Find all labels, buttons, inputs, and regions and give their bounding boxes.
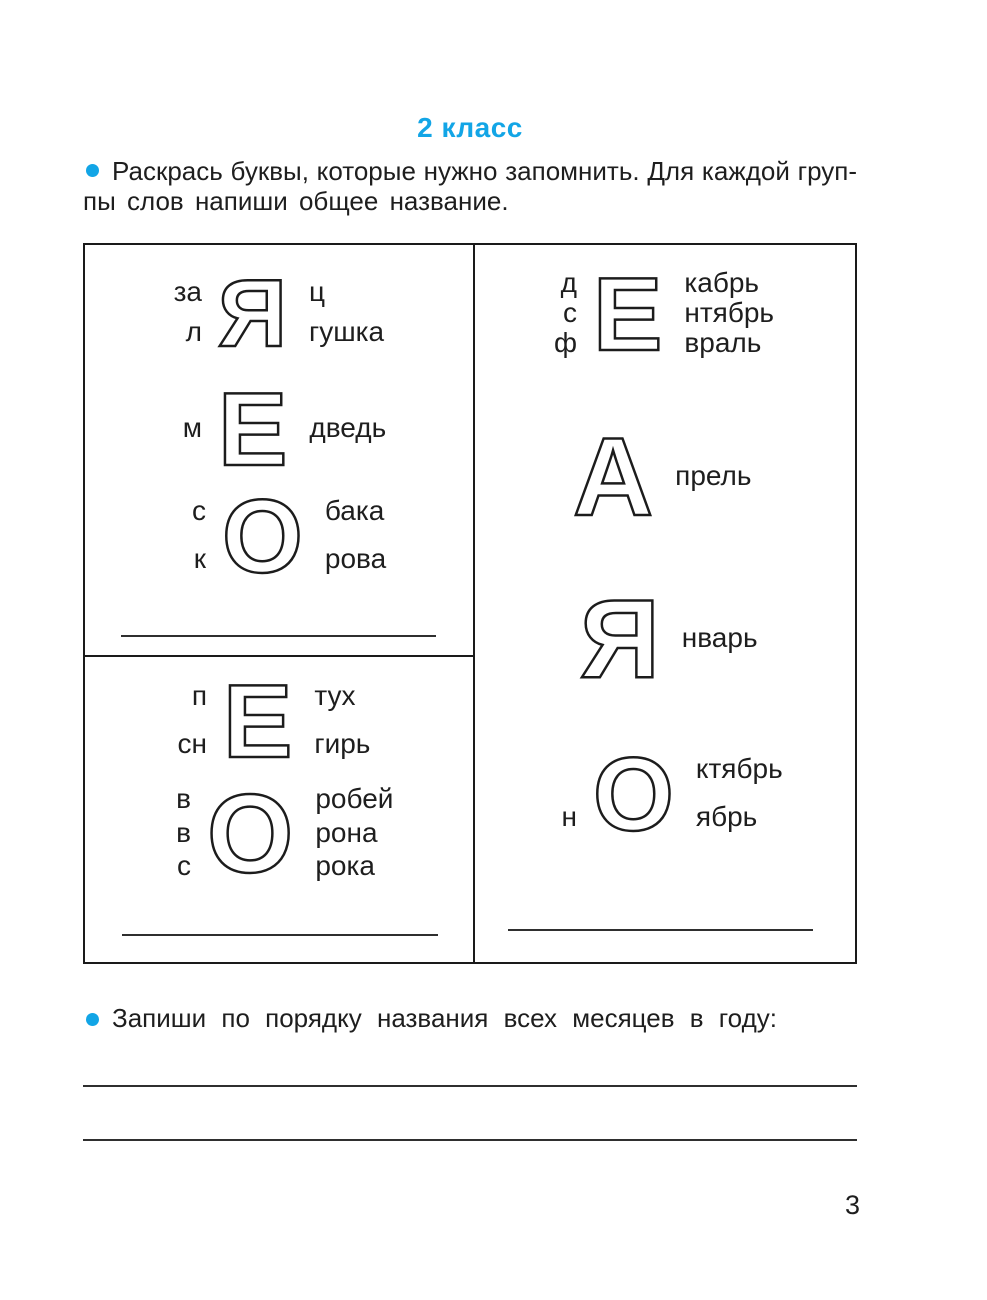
word-prefixes [146,378,202,482]
big-letter: О [222,479,303,595]
word-suffixes [682,584,758,695]
word-suffixes [309,378,386,482]
task1-line1: Раскрась буквы, которые нужно запомнить. Для каждой груп- [112,156,857,186]
table-divider-horizontal [85,655,475,657]
word-suffix: нварь [681,621,758,653]
word-suffix: ц [309,276,326,307]
word-prefix: с [192,495,206,526]
word-suffix: враль [684,327,762,358]
word-suffixes [309,266,384,362]
word-group-april [501,415,752,539]
word-suffix: тух [314,680,356,711]
word-prefix: д [560,267,577,298]
big-letter: О [593,737,674,853]
word-suffixes [696,743,783,847]
word-suffixes [675,422,751,533]
word-prefix: н [561,801,577,832]
page-title: 2 класс [417,112,523,143]
word-suffix: дведь [309,412,387,443]
word-prefixes [146,266,202,362]
word-prefixes [521,743,577,847]
answer-line [83,1085,857,1087]
task1-line2: пы слов напиши общее название. [83,186,509,216]
word-prefix: в [176,783,191,814]
word-group-hare-frog [146,260,385,367]
word-prefixes [151,670,207,774]
big-letter: Е [593,257,663,373]
word-prefix: м [182,412,202,443]
word-suffixes [315,779,393,890]
task2-instruction: Запиши по порядку названия всех месяцев в году: [112,1003,777,1033]
word-suffix: ябрь [695,801,758,832]
word-suffix: нтябрь [684,297,775,328]
word-suffixes [684,263,774,367]
big-letter: А [573,415,654,539]
word-prefix: с [563,297,577,328]
big-letter: Я [218,260,287,367]
word-group-bear [146,372,387,488]
word-prefix: за [173,276,202,307]
word-prefix: к [193,543,206,574]
word-group-oct-nov [521,737,783,853]
word-prefix: п [191,680,207,711]
word-prefix: сн [177,728,207,759]
word-prefixes [150,485,206,589]
word-group-january [508,577,758,701]
word-suffix: бака [324,495,385,526]
word-suffix: рона [315,816,378,848]
word-prefixes [508,584,564,695]
word-group-rooster-bullfinch [151,664,371,780]
page-number: 3 [845,1190,861,1220]
word-suffix: рока [315,850,375,881]
word-suffix: прель [675,459,752,491]
word-suffixes [314,670,370,774]
word-prefixes [135,779,191,890]
word-suffix: гирь [314,728,371,759]
word-prefix: в [176,816,191,848]
word-suffix: рова [324,543,387,574]
bullet-icon [86,1013,99,1026]
word-prefixes [501,422,557,533]
big-letter: Е [223,664,293,780]
answer-line [122,934,438,936]
word-group-dog-cow [150,479,387,595]
table-divider-vertical [473,245,475,962]
big-letter: Я [580,577,660,701]
big-letter: Е [218,372,288,488]
task1-instruction [83,156,857,216]
word-prefix: л [185,316,202,347]
answer-line [508,929,813,931]
word-prefixes [521,263,577,367]
big-letter: О [207,772,294,896]
exercise-table [83,243,857,964]
word-suffix: ктябрь [695,753,783,784]
word-group-dec-sep-feb [521,257,775,373]
word-suffix: робей [315,783,394,814]
word-suffix: гушка [309,316,385,347]
word-group-sparrow-crow-magpie [135,772,394,896]
word-suffixes [325,485,386,589]
answer-line [121,635,436,637]
answer-line [83,1139,857,1141]
word-prefix: с [177,850,191,881]
word-suffix: кабрь [684,267,760,298]
word-prefix: ф [553,327,577,358]
